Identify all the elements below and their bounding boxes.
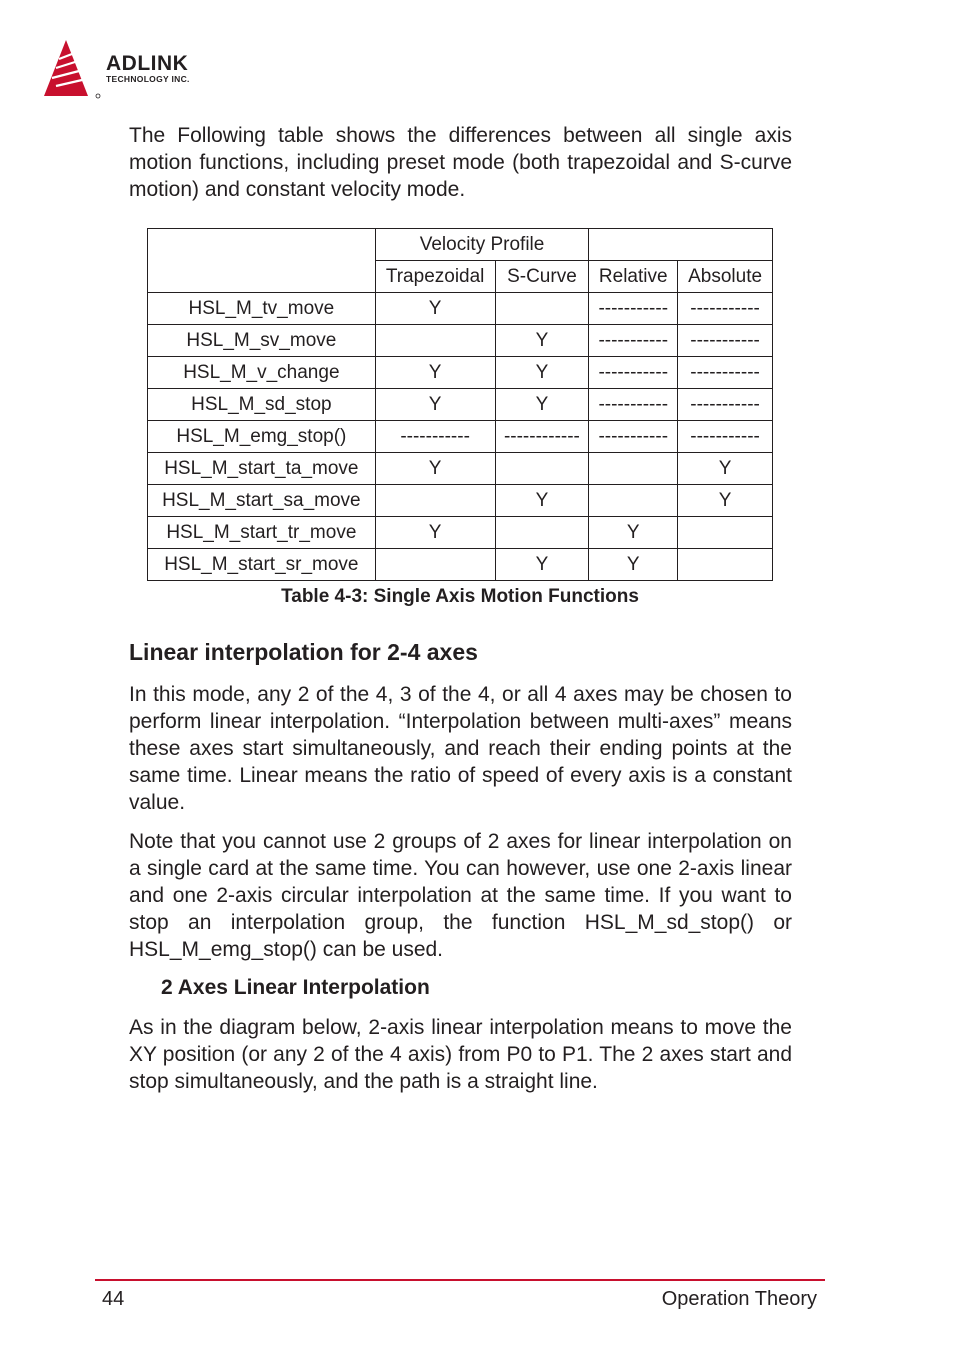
table-cell: Y [495, 357, 589, 389]
table-cell: Y [589, 549, 678, 581]
footer-divider [95, 1279, 825, 1281]
table-cell: Y [678, 485, 773, 517]
table-cell [375, 485, 495, 517]
table-cell: ----------- [375, 421, 495, 453]
column-header: Relative [589, 261, 678, 293]
function-name-cell: HSL_M_start_ta_move [148, 453, 376, 485]
table-corner-cell [148, 229, 376, 293]
column-header: S-Curve [495, 261, 589, 293]
table-row [148, 549, 773, 581]
function-name-cell: HSL_M_sv_move [148, 325, 376, 357]
subsection-heading: 2 Axes Linear Interpolation [161, 976, 430, 999]
table-cell: Y [678, 453, 773, 485]
paragraph-note: Note that you cannot use 2 groups of 2 axes for linear interpolation on a single card at the same time. You can however, use one 2-axis linear and one 2-axis circular interpolation at the same time. If you want to stop an interpolation group, the function HSL_M_sd_stop() or HSL_M_emg_stop() can be used. [129, 830, 792, 961]
table-cell: ----------- [678, 421, 773, 453]
table-cell: ----------- [678, 293, 773, 325]
velocity-profile-header: Velocity Profile [375, 229, 589, 261]
table-cell: Y [495, 549, 589, 581]
adlink-logo [42, 38, 242, 100]
table-row [148, 357, 773, 389]
table-cell [678, 517, 773, 549]
table-cell: Y [375, 293, 495, 325]
paragraph-2-axes: As in the diagram below, 2-axis linear interpolation means to move the XY position (or any 2 of the 4 axis) from P0 to P1. The 2 axes start and stop simultaneously, and the path is a straight line. [129, 1016, 792, 1093]
table-cell: ----------- [678, 389, 773, 421]
table-cell: ------------ [495, 421, 589, 453]
table-row [148, 293, 773, 325]
table-cell: Y [495, 325, 589, 357]
function-name-cell: HSL_M_emg_stop() [148, 421, 376, 453]
page-number: 44 [102, 1288, 125, 1310]
table-row [148, 453, 773, 485]
table-cell [495, 453, 589, 485]
table-cell [375, 325, 495, 357]
table-cell: ----------- [589, 293, 678, 325]
table-cell: ----------- [589, 389, 678, 421]
logo-tagline: TECHNOLOGY INC. [106, 74, 190, 84]
footer-section-name: Operation Theory [661, 1288, 817, 1310]
function-name-cell: HSL_M_start_sr_move [148, 549, 376, 581]
function-name-cell: HSL_M_v_change [148, 357, 376, 389]
table-cell: ----------- [589, 421, 678, 453]
table-header-row [148, 229, 773, 261]
table-cell [495, 293, 589, 325]
table-row [148, 389, 773, 421]
column-header: Absolute [678, 261, 773, 293]
table-row [148, 485, 773, 517]
section-heading: Linear interpolation for 2-4 axes [129, 639, 478, 665]
table-cell: Y [375, 357, 495, 389]
table-cell: ----------- [678, 357, 773, 389]
logo-name: ADLINK [106, 52, 189, 75]
table-cell: Y [589, 517, 678, 549]
function-name-cell: HSL_M_start_tr_move [148, 517, 376, 549]
table-cell: Y [375, 389, 495, 421]
column-header: Trapezoidal [375, 261, 495, 293]
triangle-logo-icon [42, 38, 104, 100]
empty-group-header [589, 229, 773, 261]
table-cell: ----------- [589, 325, 678, 357]
table-cell: Y [375, 453, 495, 485]
table-row [148, 421, 773, 453]
table-cell: Y [495, 389, 589, 421]
motion-functions-table [147, 228, 773, 581]
intro-paragraph: The Following table shows the differences between all single axis motion functions, including preset mode (both trapezoidal and S-curve motion) and constant velocity mode. [129, 124, 792, 201]
table-row [148, 517, 773, 549]
table-cell [495, 517, 589, 549]
table-caption: Table 4-3: Single Axis Motion Functions [281, 586, 639, 607]
table-cell: ----------- [589, 357, 678, 389]
table-cell [589, 485, 678, 517]
table-cell [375, 549, 495, 581]
table-cell [589, 453, 678, 485]
table-row [148, 325, 773, 357]
table-cell: Y [375, 517, 495, 549]
function-name-cell: HSL_M_tv_move [148, 293, 376, 325]
table-cell [678, 549, 773, 581]
table-cell: Y [495, 485, 589, 517]
function-name-cell: HSL_M_sd_stop [148, 389, 376, 421]
table-cell: ----------- [678, 325, 773, 357]
paragraph-linear-mode: In this mode, any 2 of the 4, 3 of the 4, or all 4 axes may be chosen to perform linear interpolation. “Interpolation between multi-axes” means these axes start simultaneously, and reach their ending points at the same time. Linear means the ratio of speed of every axis is a constant value. [129, 683, 792, 814]
function-name-cell: HSL_M_start_sa_move [148, 485, 376, 517]
